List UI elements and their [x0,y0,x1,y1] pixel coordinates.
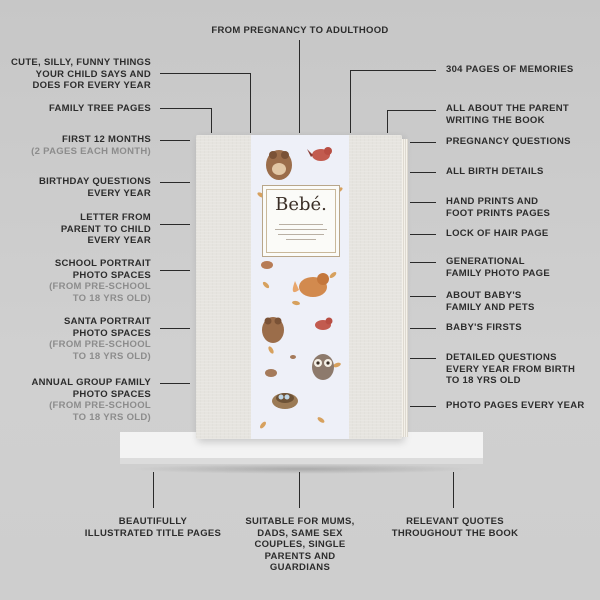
connector-line [299,40,300,133]
illustration-pattern [251,135,349,439]
connector-line [211,108,212,133]
connector-line [160,108,212,109]
connector-line [160,224,190,225]
connector-line [410,172,436,173]
bird-icon [315,318,333,331]
shelf-shadow [130,464,473,474]
book [196,135,406,441]
feature-label-right: 304 PAGES OF MEMORIES [446,64,574,75]
connector-line [410,328,436,329]
connector-line [410,142,436,143]
connector-line [410,296,436,297]
connector-line [453,472,454,508]
feature-label-left: LETTER FROM PARENT TO CHILD EVERY YEAR [60,212,151,246]
cover-illustrated-band [251,135,349,439]
feature-label-right: ABOUT BABY'S FAMILY AND PETS [446,290,535,313]
connector-line [160,383,190,384]
connector-line [299,472,300,508]
connector-line [160,328,190,329]
bear-icon [266,150,292,180]
connector-line [160,73,251,74]
feature-label-left: BIRTHDAY QUESTIONS EVERY YEAR [38,176,151,199]
feature-label-right: LOCK OF HAIR PAGE [446,228,549,239]
feature-label-right: ALL ABOUT THE PARENT WRITING THE BOOK [446,103,569,126]
connector-line [410,234,436,235]
book-pages-edge [402,139,408,437]
cover-tagline-lines [271,220,331,244]
connector-line [160,270,190,271]
connector-line [160,140,190,141]
connector-line [153,472,154,508]
connector-line [410,406,436,407]
feature-label-left: SANTA PORTRAIT PHOTO SPACES (FROM PRE-SCHOOL TO 18 YRS OLD) [49,316,151,362]
connector-line [350,70,436,71]
feature-label-bottom: RELEVANT QUOTES THROUGHOUT THE BOOK [391,516,519,539]
owl-icon [312,354,334,380]
bear-icon [262,317,284,343]
feature-label-right: BABY'S FIRSTS [446,322,522,333]
feature-label-left: FAMILY TREE PAGES [48,103,151,114]
feature-label-left: ANNUAL GROUP FAMILY PHOTO SPACES (FROM PRE-SCHOOL TO 18 YRS OLD) [31,377,151,423]
book-title: Bebé. [275,194,327,215]
top-label: FROM PREGNANCY TO ADULTHOOD [211,25,389,36]
connector-line [350,70,351,133]
feature-label-right: DETAILED QUESTIONS EVERY YEAR FROM BIRTH TO 18 YRS OLD [446,352,576,386]
bird-icon [307,147,332,161]
connector-line [160,182,190,183]
feature-label-bottom: BEAUTIFULLY ILLUSTRATED TITLE PAGES [84,516,222,539]
feature-label-left: FIRST 12 MONTHS (2 PAGES EACH MONTH) [31,134,151,157]
nest-icon [272,393,298,409]
feature-label-right: ALL BIRTH DETAILS [446,166,544,177]
feature-label-bottom: SUITABLE FOR MUMS, DADS, SAME SEX COUPLES, SINGLE PARENTS AND GUARDIANS [245,516,355,573]
connector-line [410,262,436,263]
connector-line [410,202,436,203]
connector-line [387,110,436,111]
connector-line [410,358,436,359]
cover-title-box [262,185,340,257]
feature-label-left: SCHOOL PORTRAIT PHOTO SPACES (FROM PRE-SCHOOL TO 18 YRS OLD) [49,258,151,304]
feature-label-right: GENERATIONAL FAMILY PHOTO PAGE [446,256,550,279]
feature-label-right: HAND PRINTS AND FOOT PRINTS PAGES [446,196,551,219]
fox-icon [293,273,329,297]
feature-label-right: PHOTO PAGES EVERY YEAR [446,400,585,411]
feature-label-left: CUTE, SILLY, FUNNY THINGS YOUR CHILD SAYS AND DOES FOR EVERY YEAR [11,57,151,91]
connector-line [387,110,388,133]
connector-line [250,73,251,133]
feature-label-right: PREGNANCY QUESTIONS [446,136,571,147]
